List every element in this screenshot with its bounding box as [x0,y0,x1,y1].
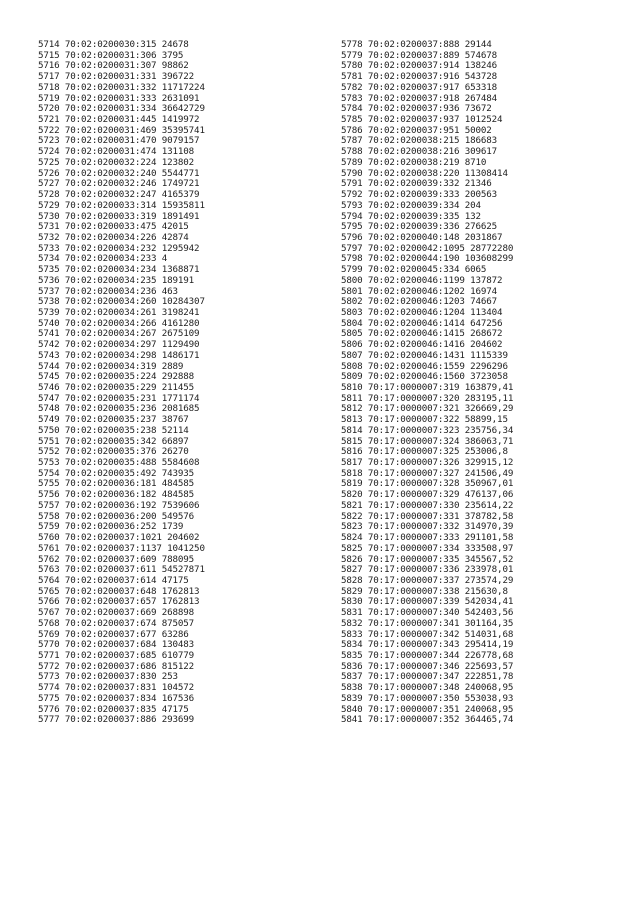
record-line: 5825 70:17:0000007:334 333508,97 [341,542,514,554]
record-line: 5814 70:17:0000007:323 235756,34 [341,424,514,436]
record-line: 5742 70:02:0200034:297 1129490 [38,339,200,351]
record-line: 5761 70:02:0200037:1137 1041250 [38,542,205,554]
record-line: 5789 70:02:0200038:219 8710 [341,156,487,168]
record-line: 5714 70:02:0200030:315 24678 [38,39,189,50]
record-line: 5785 70:02:0200037:937 1012524 [341,114,503,126]
record-line: 5828 70:17:0000007:337 273574,29 [341,574,514,586]
record-line: 5731 70:02:0200033:475 42015 [38,221,189,233]
record-line: 5827 70:17:0000007:336 233978,01 [341,564,514,576]
record-line: 5837 70:17:0000007:347 222851,78 [341,671,514,683]
record-line: 5730 70:02:0200033:319 1891491 [38,210,200,222]
record-line: 5798 70:02:0200044:190 103608299 [341,253,514,265]
record-line: 5834 70:17:0000007:343 295414,19 [341,639,514,651]
record-line: 5817 70:17:0000007:326 329915,12 [341,457,514,469]
record-line: 5724 70:02:0200031:474 131108 [38,146,195,158]
record-line: 5765 70:02:0200037:648 1762813 [38,585,200,597]
record-line: 5788 70:02:0200038:216 309617 [341,146,498,158]
record-line: 5784 70:02:0200037:936 73672 [341,103,492,115]
record-line: 5786 70:02:0200037:951 50002 [341,124,492,136]
record-line: 5752 70:02:0200035:376 26270 [38,446,189,458]
record-line: 5822 70:17:0000007:331 378782,58 [341,510,514,522]
record-line: 5792 70:02:0200039:333 200563 [341,189,498,201]
record-line: 5720 70:02:0200031:334 36642729 [38,103,205,115]
record-line: 5796 70:02:0200040:148 2031867 [341,231,503,243]
record-line: 5775 70:02:0200037:834 167536 [38,692,195,704]
record-line: 5729 70:02:0200033:314 15935811 [38,199,205,211]
record-line: 5812 70:17:0000007:321 326669,29 [341,403,514,415]
record-line: 5820 70:17:0000007:329 476137,06 [341,489,514,501]
record-line: 5790 70:02:0200038:220 11308414 [341,167,508,179]
record-line: 5782 70:02:0200037:917 653318 [341,81,498,93]
record-line: 5716 70:02:0200031:307 98862 [38,60,189,72]
record-line: 5774 70:02:0200037:831 104572 [38,682,195,694]
record-line: 5751 70:02:0200035:342 66897 [38,435,189,447]
record-line: 5780 70:02:0200037:914 138246 [341,60,498,72]
record-line: 5754 70:02:0200035:492 743935 [38,467,195,479]
record-line: 5741 70:02:0200034:267 2675109 [38,328,200,340]
record-line: 5818 70:17:0000007:327 241506,49 [341,467,514,479]
record-line: 5739 70:02:0200034:261 3198241 [38,306,200,318]
record-line: 5723 70:02:0200031:470 9079157 [38,135,200,147]
record-line: 5766 70:02:0200037:657 1762813 [38,596,200,608]
record-line: 5748 70:02:0200035:236 2081685 [38,403,200,415]
record-line: 5830 70:17:0000007:339 542034,41 [341,596,514,608]
record-line: 5728 70:02:0200032:247 4165379 [38,189,200,201]
record-line: 5808 70:02:0200046:1559 2296296 [341,360,508,372]
record-line: 5799 70:02:0200045:334 6065 [341,264,487,276]
record-line: 5797 70:02:0200042:1095 28772280 [341,242,514,254]
record-line: 5743 70:02:0200034:298 1486171 [38,349,200,361]
record-line: 5770 70:02:0200037:684 130483 [38,639,195,651]
record-line: 5779 70:02:0200037:889 574678 [341,49,498,61]
record-line: 5757 70:02:0200036:192 7539606 [38,499,200,511]
record-line: 5717 70:02:0200031:331 396722 [38,71,195,83]
record-line: 5840 70:17:0000007:351 240068,95 [341,703,514,715]
record-line: 5755 70:02:0200036:181 484585 [38,478,195,490]
record-line: 5756 70:02:0200036:182 484585 [38,489,195,501]
record-line: 5721 70:02:0200031:445 1419972 [38,114,200,126]
record-line: 5768 70:02:0200037:674 875057 [38,617,195,629]
record-line: 5783 70:02:0200037:918 267484 [341,92,498,104]
record-line: 5772 70:02:0200037:686 815122 [38,660,195,672]
record-line: 5803 70:02:0200046:1204 113404 [341,306,503,318]
record-line: 5749 70:02:0200035:237 38767 [38,414,189,426]
record-line: 5778 70:02:0200037:888 29144 [341,39,492,50]
record-line: 5832 70:17:0000007:341 301164,35 [341,617,514,629]
record-line: 5826 70:17:0000007:335 345567,52 [341,553,514,565]
record-line: 5805 70:02:0200046:1415 268672 [341,328,503,340]
record-line: 5777 70:02:0200037:886 293699 [38,714,195,726]
record-line: 5791 70:02:0200039:332 21346 [341,178,492,190]
record-line: 5725 70:02:0200032:224 123802 [38,156,195,168]
record-line: 5747 70:02:0200035:231 1771174 [38,392,200,404]
record-line: 5760 70:02:0200037:1021 204602 [38,532,200,544]
record-line: 5824 70:17:0000007:333 291101,58 [341,532,514,544]
record-line: 5819 70:17:0000007:328 350967,01 [341,478,514,490]
record-line: 5718 70:02:0200031:332 11717224 [38,81,205,93]
record-line: 5801 70:02:0200046:1202 16974 [341,285,498,297]
record-line: 5833 70:17:0000007:342 514031,68 [341,628,514,640]
record-line: 5773 70:02:0200037:830 253 [38,671,178,683]
record-line: 5811 70:17:0000007:320 283195,11 [341,392,514,404]
record-line: 5736 70:02:0200034:235 189191 [38,274,195,286]
record-line: 5839 70:17:0000007:350 553038,93 [341,692,514,704]
record-line: 5831 70:17:0000007:340 542403,56 [341,607,514,619]
record-line: 5744 70:02:0200034:319 2889 [38,360,184,372]
record-line: 5746 70:02:0200035:229 211455 [38,382,195,393]
record-line: 5722 70:02:0200031:469 35395741 [38,124,205,136]
record-line: 5763 70:02:0200037:611 54527871 [38,564,205,576]
record-line: 5762 70:02:0200037:609 788095 [38,553,195,565]
record-line: 5781 70:02:0200037:916 543728 [341,71,498,83]
record-line: 5759 70:02:0200036:252 1739 [38,521,184,533]
record-line: 5821 70:17:0000007:330 235614,22 [341,499,514,511]
record-line: 5816 70:17:0000007:325 253006,8 [341,446,508,458]
record-line: 5727 70:02:0200032:246 1749721 [38,178,200,190]
record-line: 5715 70:02:0200031:306 3795 [38,49,184,61]
record-line: 5726 70:02:0200032:240 5544771 [38,167,200,179]
record-line: 5804 70:02:0200046:1414 647256 [341,317,503,329]
record-line: 5758 70:02:0200036:200 549576 [38,510,195,522]
record-line: 5836 70:17:0000007:346 225693,57 [341,660,514,672]
record-line: 5734 70:02:0200034:233 4 [38,253,168,265]
record-line: 5737 70:02:0200034:236 463 [38,285,178,297]
record-line: 5719 70:02:0200031:333 2631091 [38,92,200,104]
record-line: 5835 70:17:0000007:344 226778,68 [341,649,514,661]
record-line: 5800 70:02:0200046:1199 137872 [341,274,503,286]
record-line: 5764 70:02:0200037:614 47175 [38,574,189,586]
record-line: 5809 70:02:0200046:1560 3723058 [341,371,508,383]
record-line: 5838 70:17:0000007:348 240068,95 [341,682,514,694]
record-line: 5735 70:02:0200034:234 1368871 [38,264,200,276]
right-column [341,40,631,726]
record-line: 5738 70:02:0200034:260 10284307 [38,296,205,308]
record-line: 5802 70:02:0200046:1203 74667 [341,296,498,308]
record-line: 5806 70:02:0200046:1416 204602 [341,339,503,351]
record-line: 5793 70:02:0200039:334 204 [341,199,481,211]
record-line: 5813 70:17:0000007:322 58899,15 [341,414,508,426]
record-line: 5745 70:02:0200035:224 292888 [38,371,195,383]
record-line: 5771 70:02:0200037:685 610779 [38,649,195,661]
record-line: 5841 70:17:0000007:352 364465,74 [341,714,514,726]
record-line: 5776 70:02:0200037:835 47175 [38,703,189,715]
record-line: 5829 70:17:0000007:338 215630,8 [341,585,508,597]
record-line: 5733 70:02:0200034:232 1295942 [38,242,200,254]
record-line: 5807 70:02:0200046:1431 1115339 [341,349,508,361]
record-line: 5732 70:02:0200034:226 42874 [38,231,189,243]
record-line: 5795 70:02:0200039:336 276625 [341,221,498,233]
record-line: 5810 70:17:0000007:319 163879,41 [341,382,514,393]
record-line: 5740 70:02:0200034:266 4161280 [38,317,200,329]
record-line: 5767 70:02:0200037:669 268898 [38,607,195,619]
record-line: 5815 70:17:0000007:324 386063,71 [341,435,514,447]
record-line: 5753 70:02:0200035:488 5584608 [38,457,200,469]
record-line: 5750 70:02:0200035:238 52114 [38,424,189,436]
record-line: 5823 70:17:0000007:332 314970,39 [341,521,514,533]
record-line: 5794 70:02:0200039:335 132 [341,210,481,222]
record-line: 5787 70:02:0200038:215 186683 [341,135,498,147]
record-line: 5769 70:02:0200037:677 63286 [38,628,189,640]
left-column [38,40,328,726]
